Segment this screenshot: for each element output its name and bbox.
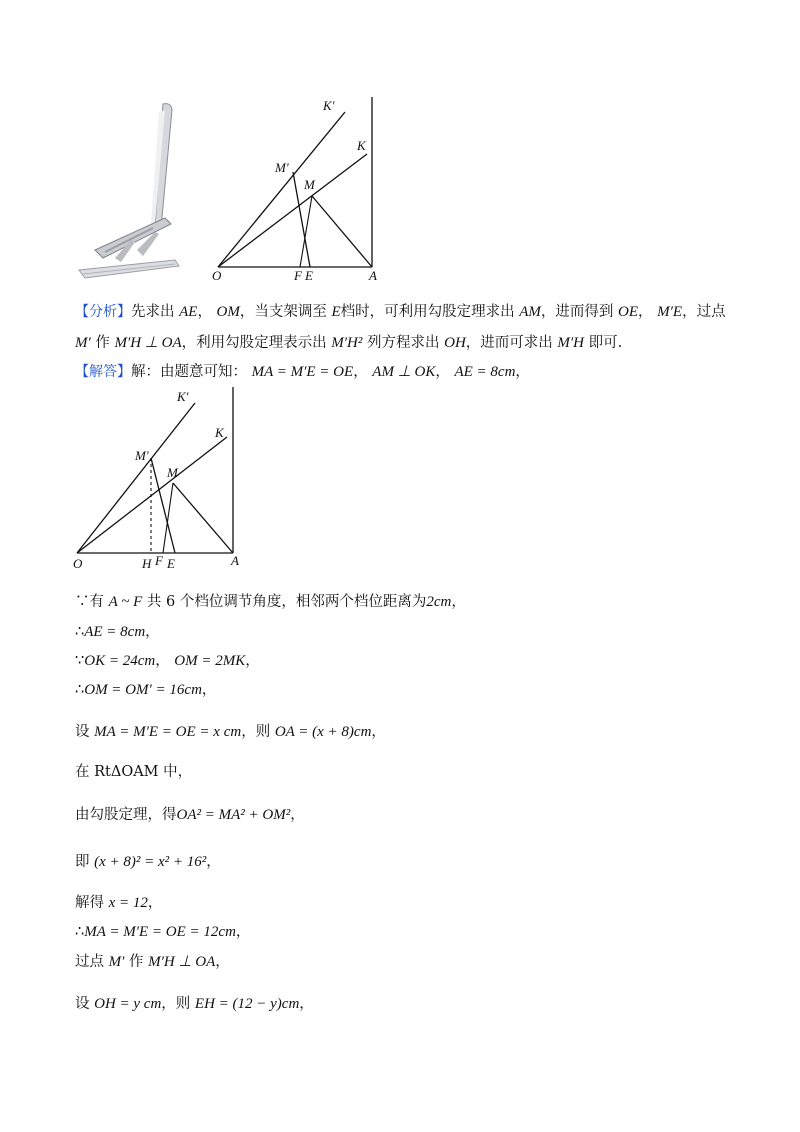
laptop-stand-photo [75,100,185,280]
step-7: 由勾股定理，得OA² = MA² + OM²， [75,807,305,823]
line-m-f [163,483,173,553]
step-5: 设 MA = M′E = OE = x cm，则 OA = (x + 8)cm， [75,724,386,740]
step-3: ∵OK = 24cm， OM = 2MK， [75,653,260,669]
geometry-figure-2 [65,385,255,575]
label-k-prime: K′ [323,98,335,113]
step-4: ∴OM = OM′ = 16cm， [75,682,217,698]
label-a: A [369,268,377,282]
label-h: H [142,556,152,571]
step-8: 即 (x + 8)² = x² + 16²， [75,854,221,870]
line-ok [77,437,227,553]
geometry-figure-1 [205,92,395,282]
label-k-prime: K′ [177,389,189,404]
label-o: O [73,556,83,571]
step-6: 在 RtΔOAM 中， [75,764,193,780]
line-m-f [300,196,312,267]
analysis-line-1: 【分析】先求出 AE， OM，当支架调至 E档时，可利用勾股定理求出 AM，进而得到 OE， M′E，过点 [75,304,726,320]
label-k: K [215,425,224,440]
step-1: ∵有 A ~ F 共 6 个档位调节角度，相邻两个档位距离为2cm， [75,594,466,610]
line-ok [218,154,367,267]
line-ok-prime [218,112,345,267]
label-e: E [167,556,175,571]
label-e: E [305,268,313,282]
label-m-prime: M′ [135,448,149,463]
label-a: A [231,553,239,568]
step-9: 解得 x = 12， [75,895,163,911]
step-11: 过点 M′ 作 M′H ⊥ OA， [75,954,230,970]
label-o: O [212,268,222,282]
label-k: K [357,138,366,153]
step-12: 设 OH = y cm，则 EH = (12 − y)cm， [75,996,314,1012]
label-m: M [167,465,178,480]
line-m-a [173,483,233,553]
label-f: F [155,553,163,568]
label-f: F [294,268,302,282]
solution-line-1: 【解答】解：由题意可知： MA = M′E = OE， AM ⊥ OK， AE = 8cm， [75,364,530,380]
line-m-a [312,196,372,267]
step-2: ∴AE = 8cm， [75,624,160,640]
step-10: ∴MA = M′E = OE = 12cm， [75,924,251,940]
label-m: M [304,177,315,192]
label-m-prime: M′ [275,160,289,175]
analysis-line-2: M′ 作 M′H ⊥ OA，利用勾股定理表示出 M′H² 列方程求出 OH，进而可求出 M′H 即可. [75,335,623,351]
